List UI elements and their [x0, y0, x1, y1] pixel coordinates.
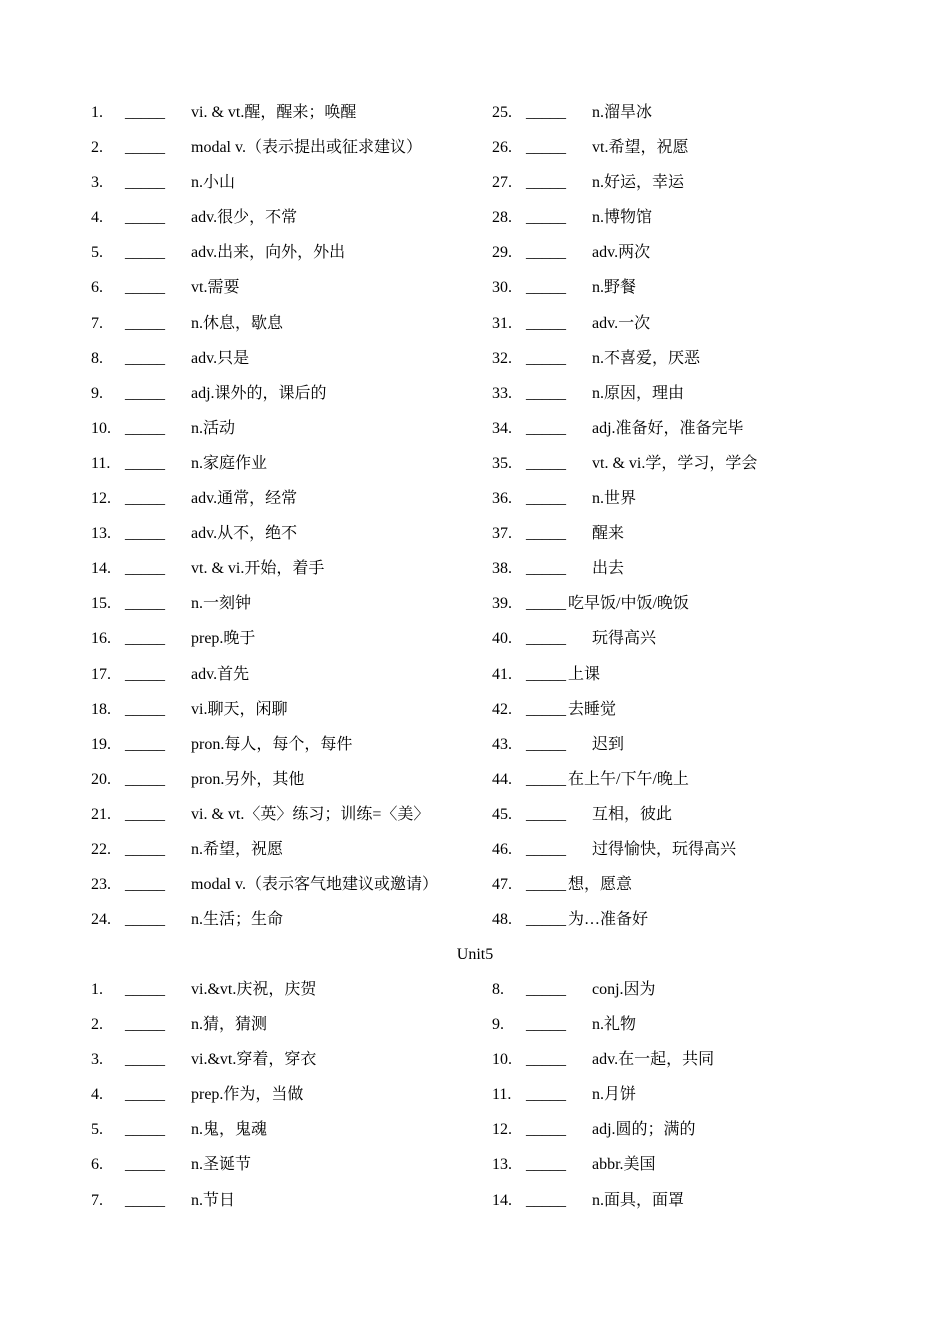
item-number: 45.	[492, 805, 512, 823]
item-number: 27.	[492, 174, 512, 192]
answer-blank[interactable]: _____	[526, 454, 566, 472]
item-definition: 迟到	[592, 735, 625, 753]
item-number: 8.	[492, 981, 504, 998]
answer-blank[interactable]: _____	[125, 1051, 165, 1069]
item-definition: n.好运，幸运	[592, 174, 685, 192]
item-number: 10.	[91, 419, 111, 437]
answer-blank[interactable]: _____	[125, 1086, 165, 1104]
answer-blank[interactable]: _____	[125, 911, 165, 929]
item-number: 43.	[492, 735, 512, 753]
answer-blank[interactable]: _____	[526, 770, 566, 788]
item-definition: n.月饼	[592, 1086, 637, 1104]
item-definition: conj.因为	[592, 981, 656, 998]
answer-blank[interactable]: _____	[526, 1086, 566, 1104]
item-definition: vi. & vt.〈英〉练习；训练=〈美〉	[191, 805, 430, 823]
item-definition: n.世界	[592, 490, 637, 508]
item-definition: adv.只是	[191, 349, 250, 367]
answer-blank[interactable]: _____	[526, 805, 566, 823]
item-definition: pron.每人，每个，每件	[191, 735, 353, 753]
item-number: 28.	[492, 209, 512, 227]
item-number: 48.	[492, 911, 512, 929]
answer-blank[interactable]: _____	[526, 419, 566, 437]
answer-blank[interactable]: _____	[526, 384, 566, 402]
answer-blank[interactable]: _____	[125, 981, 165, 998]
item-definition: n.野餐	[592, 279, 637, 297]
item-number: 39.	[492, 595, 512, 613]
item-number: 4.	[91, 209, 103, 227]
item-number: 47.	[492, 876, 512, 894]
item-definition: n.休息，歇息	[191, 314, 284, 332]
answer-blank[interactable]: _____	[526, 279, 566, 297]
answer-blank[interactable]: _____	[526, 981, 566, 998]
item-definition: n.家庭作业	[191, 454, 268, 472]
answer-blank[interactable]: _____	[526, 349, 566, 367]
answer-blank[interactable]: _____	[526, 595, 566, 613]
answer-blank[interactable]: _____	[125, 700, 165, 718]
item-definition: n.博物馆	[592, 209, 653, 227]
item-number: 7.	[91, 314, 103, 332]
item-definition: vt. & vi.开始，着手	[191, 560, 325, 578]
answer-blank[interactable]: _____	[125, 595, 165, 613]
item-definition: n.生活；生命	[191, 911, 284, 929]
answer-blank[interactable]: _____	[125, 805, 165, 823]
item-definition: vi. & vt.醒，醒来；唤醒	[191, 104, 357, 121]
item-definition: adv.从不，绝不	[191, 525, 298, 543]
answer-blank[interactable]: _____	[125, 244, 165, 262]
item-definition: abbr.美国	[592, 1156, 656, 1174]
item-number: 41.	[492, 665, 512, 683]
item-definition: n.不喜爱，厌恶	[592, 349, 701, 367]
answer-blank[interactable]: _____	[526, 840, 566, 858]
answer-blank[interactable]: _____	[125, 279, 165, 297]
answer-blank[interactable]: _____	[526, 525, 566, 543]
item-number: 14.	[492, 1191, 512, 1209]
answer-blank[interactable]: _____	[526, 139, 566, 157]
item-number: 20.	[91, 770, 111, 788]
item-number: 35.	[492, 454, 512, 472]
item-definition: n.原因，理由	[592, 384, 685, 402]
answer-blank[interactable]: _____	[526, 1121, 566, 1139]
item-number: 9.	[91, 384, 103, 402]
item-definition: adv.通常，经常	[191, 490, 298, 508]
item-definition: 互相，彼此	[592, 805, 673, 823]
item-definition: modal v.（表示提出或征求建议）	[191, 139, 422, 157]
item-number: 17.	[91, 665, 111, 683]
item-number: 34.	[492, 419, 512, 437]
item-number: 11.	[91, 454, 111, 472]
item-definition: n.小山	[191, 174, 236, 192]
item-definition: modal v.（表示客气地建议或邀请）	[191, 876, 438, 894]
item-definition: pron.另外，其他	[191, 770, 305, 788]
item-definition: adv.首先	[191, 665, 250, 683]
item-definition: 想，愿意	[568, 876, 633, 894]
item-number: 29.	[492, 244, 512, 262]
answer-blank[interactable]: _____	[526, 104, 566, 121]
answer-blank[interactable]: _____	[125, 1191, 165, 1209]
answer-blank[interactable]: _____	[125, 735, 165, 753]
item-definition: adj.圆的；满的	[592, 1121, 696, 1139]
item-definition: 去睡觉	[568, 700, 617, 718]
item-definition: adj.准备好，准备完毕	[592, 419, 744, 437]
answer-blank[interactable]: _____	[125, 1156, 165, 1174]
item-definition: n.活动	[191, 419, 236, 437]
answer-blank[interactable]: _____	[125, 174, 165, 192]
item-number: 11.	[492, 1086, 512, 1104]
item-number: 36.	[492, 490, 512, 508]
answer-blank[interactable]: _____	[526, 209, 566, 227]
item-number: 7.	[91, 1191, 103, 1209]
item-number: 1.	[91, 104, 103, 121]
item-number: 26.	[492, 139, 512, 157]
item-number: 5.	[91, 244, 103, 262]
item-number: 9.	[492, 1016, 504, 1034]
item-definition: n.一刻钟	[191, 595, 252, 613]
item-definition: vi.&vt.穿着，穿衣	[191, 1051, 317, 1069]
item-definition: 过得愉快，玩得高兴	[592, 840, 737, 858]
item-definition: vt.希望，祝愿	[592, 139, 689, 157]
answer-blank[interactable]: _____	[526, 665, 566, 683]
item-number: 37.	[492, 525, 512, 543]
item-number: 33.	[492, 384, 512, 402]
item-number: 6.	[91, 1156, 103, 1174]
item-number: 12.	[91, 490, 111, 508]
item-definition: 吃早饭/中饭/晚饭	[568, 595, 689, 613]
answer-blank[interactable]: _____	[125, 770, 165, 788]
item-definition: 玩得高兴	[592, 630, 657, 648]
item-number: 15.	[91, 595, 111, 613]
item-definition: 在上午/下午/晚上	[568, 770, 689, 788]
answer-blank[interactable]: _____	[125, 525, 165, 543]
item-number: 32.	[492, 349, 512, 367]
answer-blank[interactable]: _____	[526, 1051, 566, 1069]
answer-blank[interactable]: _____	[125, 139, 165, 157]
unit5-title: Unit5	[456, 946, 494, 963]
item-definition: n.圣诞节	[191, 1156, 252, 1174]
answer-blank[interactable]: _____	[125, 876, 165, 894]
item-number: 40.	[492, 630, 512, 648]
answer-blank[interactable]: _____	[125, 630, 165, 648]
answer-blank[interactable]: _____	[125, 665, 165, 683]
answer-blank[interactable]: _____	[526, 700, 566, 718]
item-definition: n.节日	[191, 1191, 236, 1209]
item-number: 24.	[91, 911, 111, 929]
answer-blank[interactable]: _____	[125, 1016, 165, 1034]
item-number: 30.	[492, 279, 512, 297]
item-number: 8.	[91, 349, 103, 367]
item-definition: vi.&vt.庆祝，庆贺	[191, 981, 317, 998]
answer-blank[interactable]: _____	[125, 1121, 165, 1139]
item-number: 22.	[91, 840, 111, 858]
item-number: 10.	[492, 1051, 512, 1069]
item-definition: vt. & vi.学，学习，学会	[592, 454, 758, 472]
item-definition: adv.两次	[592, 244, 651, 262]
item-definition: 为…准备好	[568, 911, 649, 929]
item-definition: 醒来	[592, 525, 625, 543]
item-number: 3.	[91, 1051, 103, 1069]
item-number: 1.	[91, 981, 103, 998]
answer-blank[interactable]: _____	[526, 1016, 566, 1034]
item-definition: adv.在一起，共同	[592, 1051, 715, 1069]
item-definition: n.礼物	[592, 1016, 637, 1034]
answer-blank[interactable]: _____	[125, 419, 165, 437]
item-number: 19.	[91, 735, 111, 753]
answer-blank[interactable]: _____	[526, 735, 566, 753]
item-definition: adj.课外的，课后的	[191, 384, 327, 402]
item-definition: prep.晚于	[191, 630, 256, 648]
answer-blank[interactable]: _____	[125, 104, 165, 121]
answer-blank[interactable]: _____	[526, 490, 566, 508]
item-number: 2.	[91, 139, 103, 157]
item-definition: n.猜，猜测	[191, 1016, 268, 1034]
item-number: 42.	[492, 700, 512, 718]
item-number: 13.	[91, 525, 111, 543]
item-number: 14.	[91, 560, 111, 578]
answer-blank[interactable]: _____	[125, 490, 165, 508]
item-definition: n.希望，祝愿	[191, 840, 284, 858]
answer-blank[interactable]: _____	[526, 174, 566, 192]
item-number: 18.	[91, 700, 111, 718]
item-number: 2.	[91, 1016, 103, 1034]
item-number: 5.	[91, 1121, 103, 1139]
item-definition: adv.出来，向外，外出	[191, 244, 346, 262]
item-number: 25.	[492, 104, 512, 121]
item-number: 21.	[91, 805, 111, 823]
item-number: 46.	[492, 840, 512, 858]
answer-blank[interactable]: _____	[526, 911, 566, 929]
answer-blank[interactable]: _____	[526, 630, 566, 648]
item-number: 38.	[492, 560, 512, 578]
answer-blank[interactable]: _____	[526, 560, 566, 578]
item-definition: 上课	[568, 665, 601, 683]
item-number: 6.	[91, 279, 103, 297]
item-number: 12.	[492, 1121, 512, 1139]
item-definition: n.鬼，鬼魂	[191, 1121, 268, 1139]
item-definition: vt.需要	[191, 279, 240, 297]
answer-blank[interactable]: _____	[526, 1191, 566, 1209]
item-number: 13.	[492, 1156, 512, 1174]
item-definition: 出去	[592, 560, 625, 578]
answer-blank[interactable]: _____	[125, 454, 165, 472]
item-definition: n.面具，面罩	[592, 1191, 685, 1209]
answer-blank[interactable]: _____	[526, 244, 566, 262]
answer-blank[interactable]: _____	[526, 314, 566, 332]
answer-blank[interactable]: _____	[526, 1156, 566, 1174]
item-number: 31.	[492, 314, 512, 332]
answer-blank[interactable]: _____	[125, 384, 165, 402]
item-number: 4.	[91, 1086, 103, 1104]
item-number: 16.	[91, 630, 111, 648]
answer-blank[interactable]: _____	[125, 314, 165, 332]
answer-blank[interactable]: _____	[526, 876, 566, 894]
answer-blank[interactable]: _____	[125, 209, 165, 227]
item-definition: vi.聊天，闲聊	[191, 700, 288, 718]
item-definition: prep.作为，当做	[191, 1086, 304, 1104]
answer-blank[interactable]: _____	[125, 560, 165, 578]
item-definition: adv.很少，不常	[191, 209, 298, 227]
answer-blank[interactable]: _____	[125, 349, 165, 367]
item-number: 23.	[91, 876, 111, 894]
item-definition: n.溜旱冰	[592, 104, 653, 121]
item-number: 3.	[91, 174, 103, 192]
item-definition: adv.一次	[592, 314, 651, 332]
answer-blank[interactable]: _____	[125, 840, 165, 858]
item-number: 44.	[492, 770, 512, 788]
